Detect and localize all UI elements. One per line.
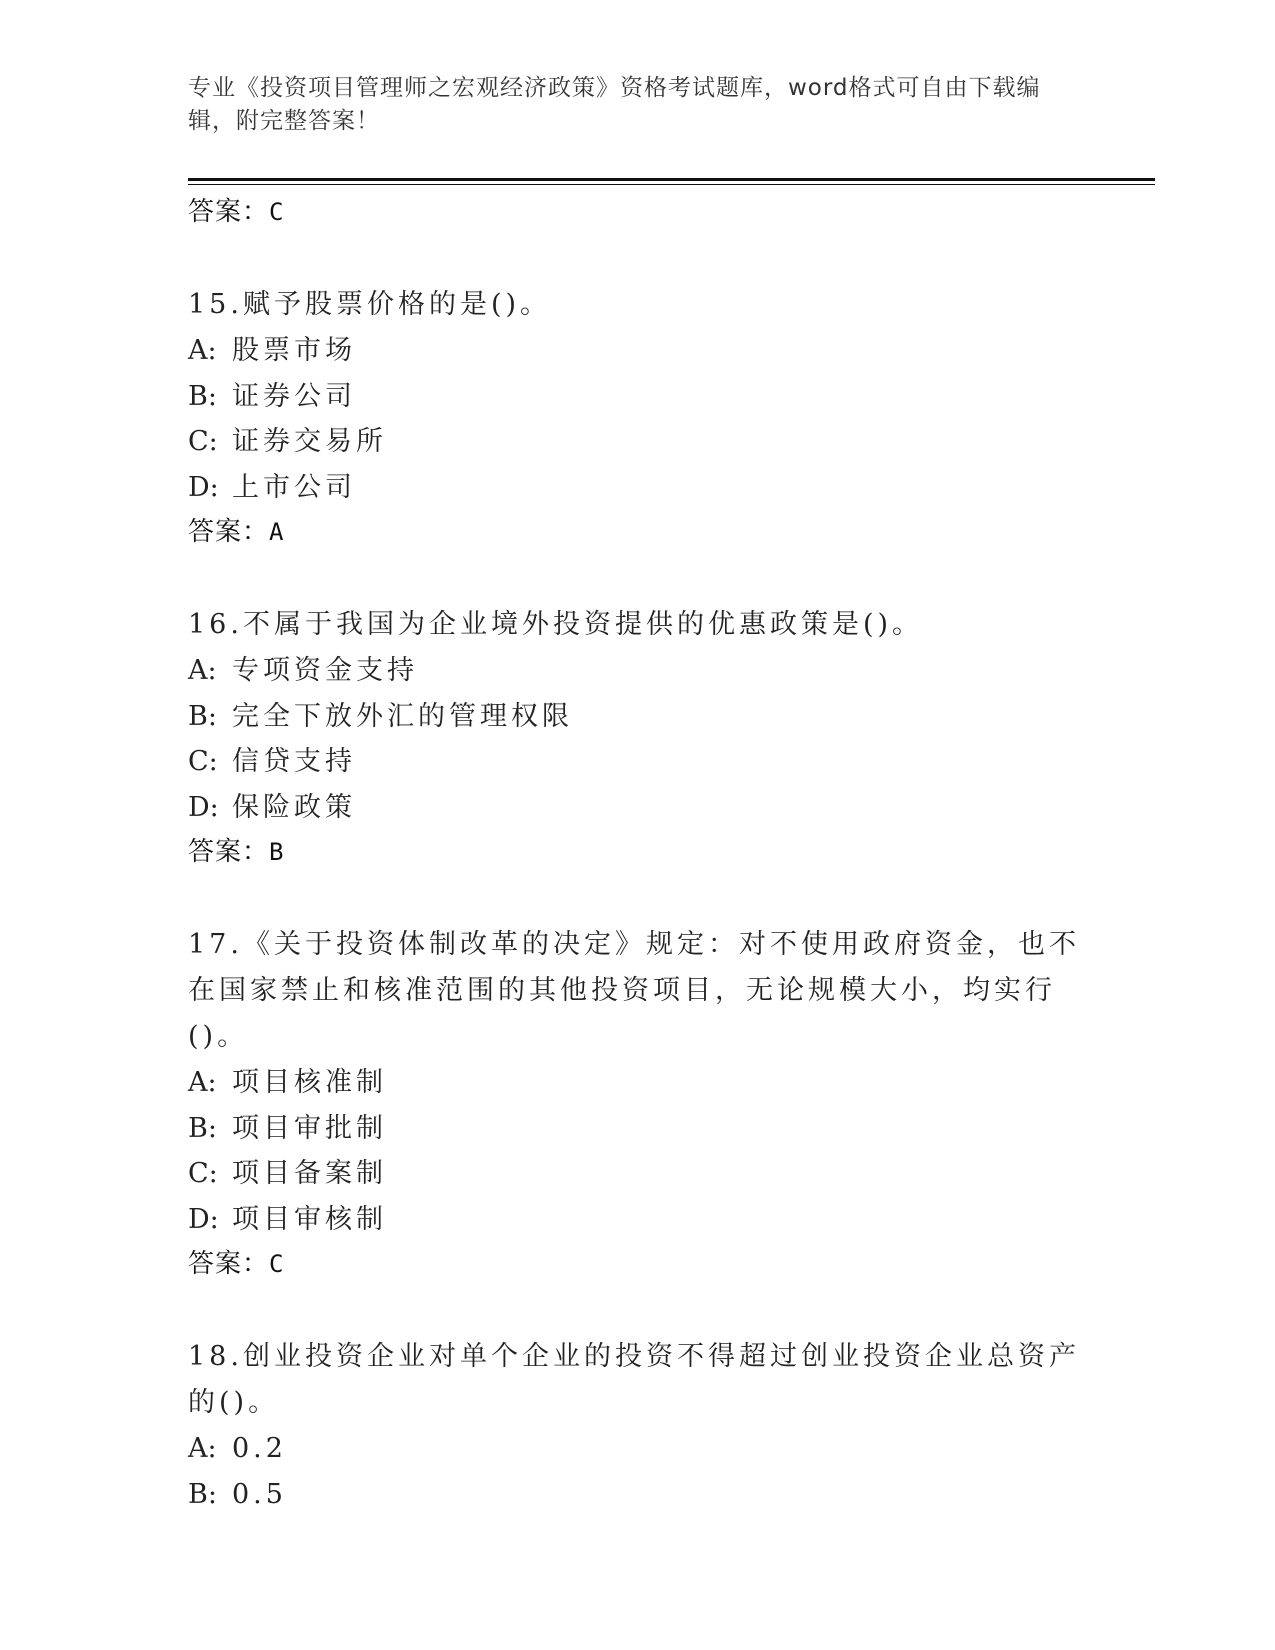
answer-value: C <box>269 198 285 226</box>
header-text: 专业《投资项目管理师之宏观经济政策》资格考试题库，word格式可自由下载编辑，附完整答案！ <box>188 75 1041 134</box>
answer-label: 答案： <box>188 837 270 867</box>
option-text: 项目审批制 <box>232 1112 387 1144</box>
option-a <box>188 328 1088 374</box>
question-stem: 18.创业投资企业对单个企业的投资不得超过创业投资企业总资产的()。 <box>188 1341 1080 1418</box>
question-16 <box>188 602 1088 875</box>
option-text: 0.5 <box>232 1478 287 1510</box>
option-b <box>188 374 1088 420</box>
option-key: A: <box>188 1067 217 1098</box>
option-text: 项目核准制 <box>232 1067 387 1098</box>
answer-label: 答案： <box>188 197 270 227</box>
option-key: A: <box>188 335 217 366</box>
option-key: C: <box>188 746 218 777</box>
question-15 <box>188 282 1088 555</box>
header-rule-thick <box>188 178 1155 181</box>
answer-value: A <box>269 518 285 546</box>
answer-label: 答案： <box>188 517 270 547</box>
option-a <box>188 1426 1088 1472</box>
option-text: 0.2 <box>232 1433 287 1464</box>
question-18 <box>188 1334 1088 1517</box>
answer-label: 答案： <box>188 1249 270 1279</box>
option-text: 证券公司 <box>232 380 356 412</box>
option-c <box>188 739 1088 785</box>
option-key: D: <box>188 471 219 503</box>
question-stem: 16.不属于我国为企业境外投资提供的优惠政策是()。 <box>188 609 924 640</box>
option-key: B: <box>188 1478 217 1510</box>
option-d <box>188 785 1088 831</box>
answer-value: C <box>269 1250 285 1278</box>
question-17 <box>188 922 1088 1287</box>
option-key: A: <box>188 1433 217 1464</box>
option-key: B: <box>188 1112 217 1144</box>
option-text: 完全下放外汇的管理权限 <box>232 700 573 732</box>
header-rule-thin <box>188 184 1155 185</box>
option-text: 股票市场 <box>232 335 356 366</box>
option-b <box>188 1106 1088 1152</box>
answer-value: B <box>269 838 285 866</box>
option-key: C: <box>188 1158 218 1189</box>
option-a <box>188 648 1088 694</box>
question-stem: 15.赋予股票价格的是()。 <box>188 289 552 320</box>
option-a <box>188 1060 1088 1106</box>
answer-line <box>188 830 1088 875</box>
answer-line <box>188 1242 1088 1287</box>
option-c <box>188 419 1088 465</box>
option-key: B: <box>188 700 217 732</box>
option-key: C: <box>188 426 218 457</box>
option-text: 上市公司 <box>232 471 356 503</box>
option-b <box>188 694 1088 740</box>
option-text: 证券交易所 <box>232 426 387 457</box>
question-stem: 17.《关于投资体制改革的决定》规定：对不使用政府资金，也不在国家禁止和核准范围的其他投资项目，无论规模大小，均实行()。 <box>188 929 1080 1052</box>
option-key: A: <box>188 655 217 686</box>
option-b <box>188 1472 1088 1518</box>
option-key: B: <box>188 380 217 412</box>
option-text: 专项资金支持 <box>232 655 418 686</box>
option-key: D: <box>188 791 219 823</box>
option-text: 项目审核制 <box>232 1203 387 1235</box>
option-key: D: <box>188 1203 219 1235</box>
option-d <box>188 1197 1088 1243</box>
option-text: 保险政策 <box>232 791 356 823</box>
document-header <box>188 72 1088 138</box>
answer-line <box>188 510 1088 555</box>
option-d <box>188 465 1088 511</box>
option-c <box>188 1151 1088 1197</box>
option-text: 项目备案制 <box>232 1158 387 1189</box>
option-text: 信贷支持 <box>232 746 356 777</box>
question-list <box>188 190 1088 1517</box>
answer-line <box>188 190 1088 235</box>
